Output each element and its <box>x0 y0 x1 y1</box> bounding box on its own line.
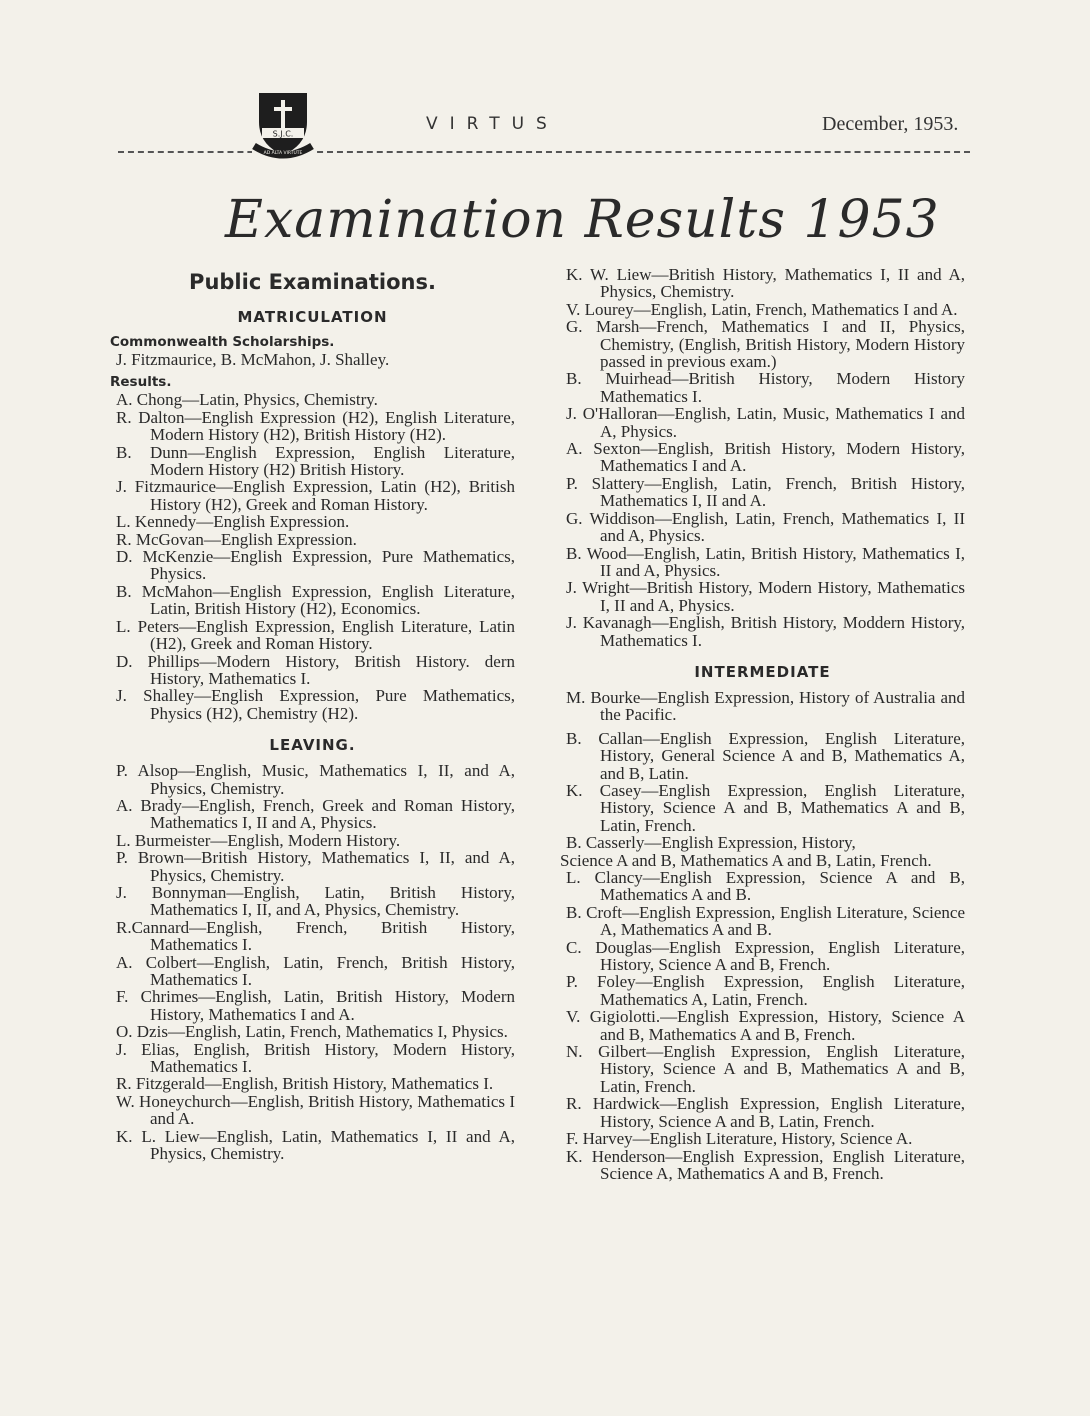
result-entry: A. Sexton—English, British History, Modern History, Mathematics I and A. <box>566 439 965 476</box>
result-entry: J. Wright—British History, Modern History, Mathematics I, II and A, Physics. <box>566 578 965 615</box>
result-entry: V. Gigiolotti.—English Expression, History, Science A and B, Mathematics A and B, French. <box>566 1007 965 1044</box>
result-entry: P. Slattery—English, Latin, French, British History, Mathematics I, II and A. <box>566 473 965 511</box>
right-column <box>560 266 965 1182</box>
leaving-results-continued <box>560 266 965 649</box>
leaving-results <box>110 762 515 1162</box>
section-title: Public Examinations. <box>189 270 436 294</box>
header-rule <box>118 151 970 153</box>
result-entry: Science A and B, Mathematics A and B, Latin, French. <box>560 850 932 870</box>
result-entry: M. Bourke—English Expression, History of Australia and the Pacific. <box>566 687 965 725</box>
result-entry: P. Brown—British History, Mathematics I, II, and A, Physics, Chemistry. <box>116 848 515 885</box>
intermediate-heading: INTERMEDIATE <box>694 662 831 681</box>
result-entry: B. Muirhead—British History, Modern History Mathematics I. <box>566 369 965 406</box>
result-entry: B. McMahon—English Expression, English Literature, Latin, British History (H2), Economics. <box>116 581 515 619</box>
result-entry: R. Hardwick—English Expression, English Literature, History, Science A and B, Latin, French. <box>566 1094 965 1131</box>
result-entry: F. Chrimes—English, Latin, British History, Modern History, Mathematics I and A. <box>116 987 515 1024</box>
result-entry: L. Kennedy—English Expression. <box>116 512 350 532</box>
result-entry: D. Phillips—Modern History, British History. dern History, Mathematics I. <box>116 651 515 688</box>
intermediate-results <box>560 689 965 1182</box>
leaving-heading: LEAVING. <box>269 736 356 755</box>
result-entry: K. L. Liew—English, Latin, Mathematics I, II and A, Physics, Chemistry. <box>116 1126 515 1164</box>
result-entry: B. Croft—English Expression, English Literature, Science A, Mathematics A and B. <box>566 902 965 940</box>
crest-text: S.J.C. <box>272 129 294 139</box>
issue-date: December, 1953. <box>822 113 959 135</box>
scholarships-text: J. Fitzmaurice, B. McMahon, J. Shalley. <box>116 350 390 369</box>
results-label: Results. <box>110 374 172 391</box>
result-entry: C. Douglas—English Expression, English Literature, History, Science A and B, French. <box>566 937 965 975</box>
crest-motto: AD ALTA VIRTUTE <box>263 151 303 156</box>
left-column <box>110 264 515 1162</box>
result-entry: B. Dunn—English Expression, English Literature, Modern History (H2) British History. <box>116 442 515 480</box>
result-entry: G. Marsh—French, Mathematics I and II, Physics, Chemistry, (English, British History, Modern History passed in previous exam.) <box>566 317 965 372</box>
result-entry: L. Clancy—English Expression, Science A and B, Mathematics A and B. <box>566 868 965 905</box>
result-entry: R. McGovan—English Expression. <box>116 529 357 549</box>
result-entry: J. Shalley—English Expression, Pure Mathematics, Physics (H2), Chemistry (H2). <box>116 686 515 723</box>
result-entry: L. Burmeister—English, Modern History. <box>116 830 401 850</box>
school-crest-icon <box>252 88 314 160</box>
result-entry: N. Gilbert—English Expression, English Literature, History, Science A and B, Mathematics A and B, Latin, French. <box>566 1042 965 1096</box>
result-entry: B. Callan—English Expression, English Literature, History, General Science A and B, Mathematics A, and B, Latin. <box>566 728 965 783</box>
result-entry: J. O'Halloran—English, Latin, Music, Mathematics I and A, Physics. <box>566 404 965 441</box>
result-entry: P. Alsop—English, Music, Mathematics I, II, and A, Physics, Chemistry. <box>116 761 515 798</box>
result-entry: D. McKenzie—English Expression, Pure Mathematics, Physics. <box>116 547 515 584</box>
result-entry: B. Casserly—English Expression, History, <box>566 833 856 853</box>
page-title: Examination Results 1953 <box>225 190 940 250</box>
result-entry: B. Wood—English, Latin, British History, Mathematics I, II and A, Physics. <box>566 543 965 580</box>
page-header <box>0 0 1090 170</box>
result-entry: K. Henderson—English Expression, English Literature, Science A, Mathematics A and B, French. <box>566 1146 965 1183</box>
result-entry: A. Chong—Latin, Physics, Chemistry. <box>116 390 378 410</box>
result-entry: R. Dalton—English Expression (H2), English Literature, Modern History (H2), British History (H2). <box>116 407 515 445</box>
result-entry: P. Foley—English Expression, English Literature, Mathematics A, Latin, French. <box>566 972 965 1009</box>
result-entry: J. Kavanagh—English, British History, Moddern History, Mathematics I. <box>566 613 965 650</box>
result-entry: V. Lourey—English, Latin, French, Mathematics I and A. <box>566 299 958 319</box>
result-entry: K. W. Liew—British History, Mathematics I, II and A, Physics, Chemistry. <box>566 265 965 302</box>
scholarships-label: Commonwealth Scholarships. <box>110 334 335 350</box>
result-entry: W. Honeychurch—English, British History, Mathematics I and A. <box>116 1091 515 1129</box>
result-entry: A. Brady—English, French, Greek and Roman History, Mathematics I, II and A, Physics. <box>116 795 515 833</box>
result-entry: A. Colbert—English, Latin, French, British History, Mathematics I. <box>116 952 515 989</box>
matriculation-results <box>110 391 515 722</box>
result-entry: K. Casey—English Expression, English Literature, History, Science A and B, Mathematics A and B, Latin, French. <box>566 780 965 835</box>
result-entry: F. Harvey—English Literature, History, Science A. <box>566 1129 913 1149</box>
result-entry: R. Fitzgerald—English, British History, Mathematics I. <box>116 1074 494 1094</box>
result-entry: O. Dzis—English, Latin, French, Mathematics I, Physics. <box>116 1022 508 1042</box>
result-entry: G. Widdison—English, Latin, French, Mathematics I, II and A, Physics. <box>566 508 965 546</box>
result-entry: J. Fitzmaurice—English Expression, Latin (H2), British History (H2), Greek and Roman History. <box>116 477 515 514</box>
result-entry: J. Bonnyman—English, Latin, British History, Mathematics I, II, and A, Physics, Chemistry. <box>116 882 515 920</box>
magazine-title: VIRTUS <box>426 114 559 134</box>
result-entry: R.Cannard—English, French, British History, Mathematics I. <box>116 917 515 955</box>
matriculation-heading: MATRICULATION <box>237 308 388 326</box>
result-entry: L. Peters—English Expression, English Literature, Latin (H2), Greek and Roman History. <box>116 616 515 654</box>
result-entry: J. Elias, English, British History, Modern History, Mathematics I. <box>116 1039 515 1077</box>
